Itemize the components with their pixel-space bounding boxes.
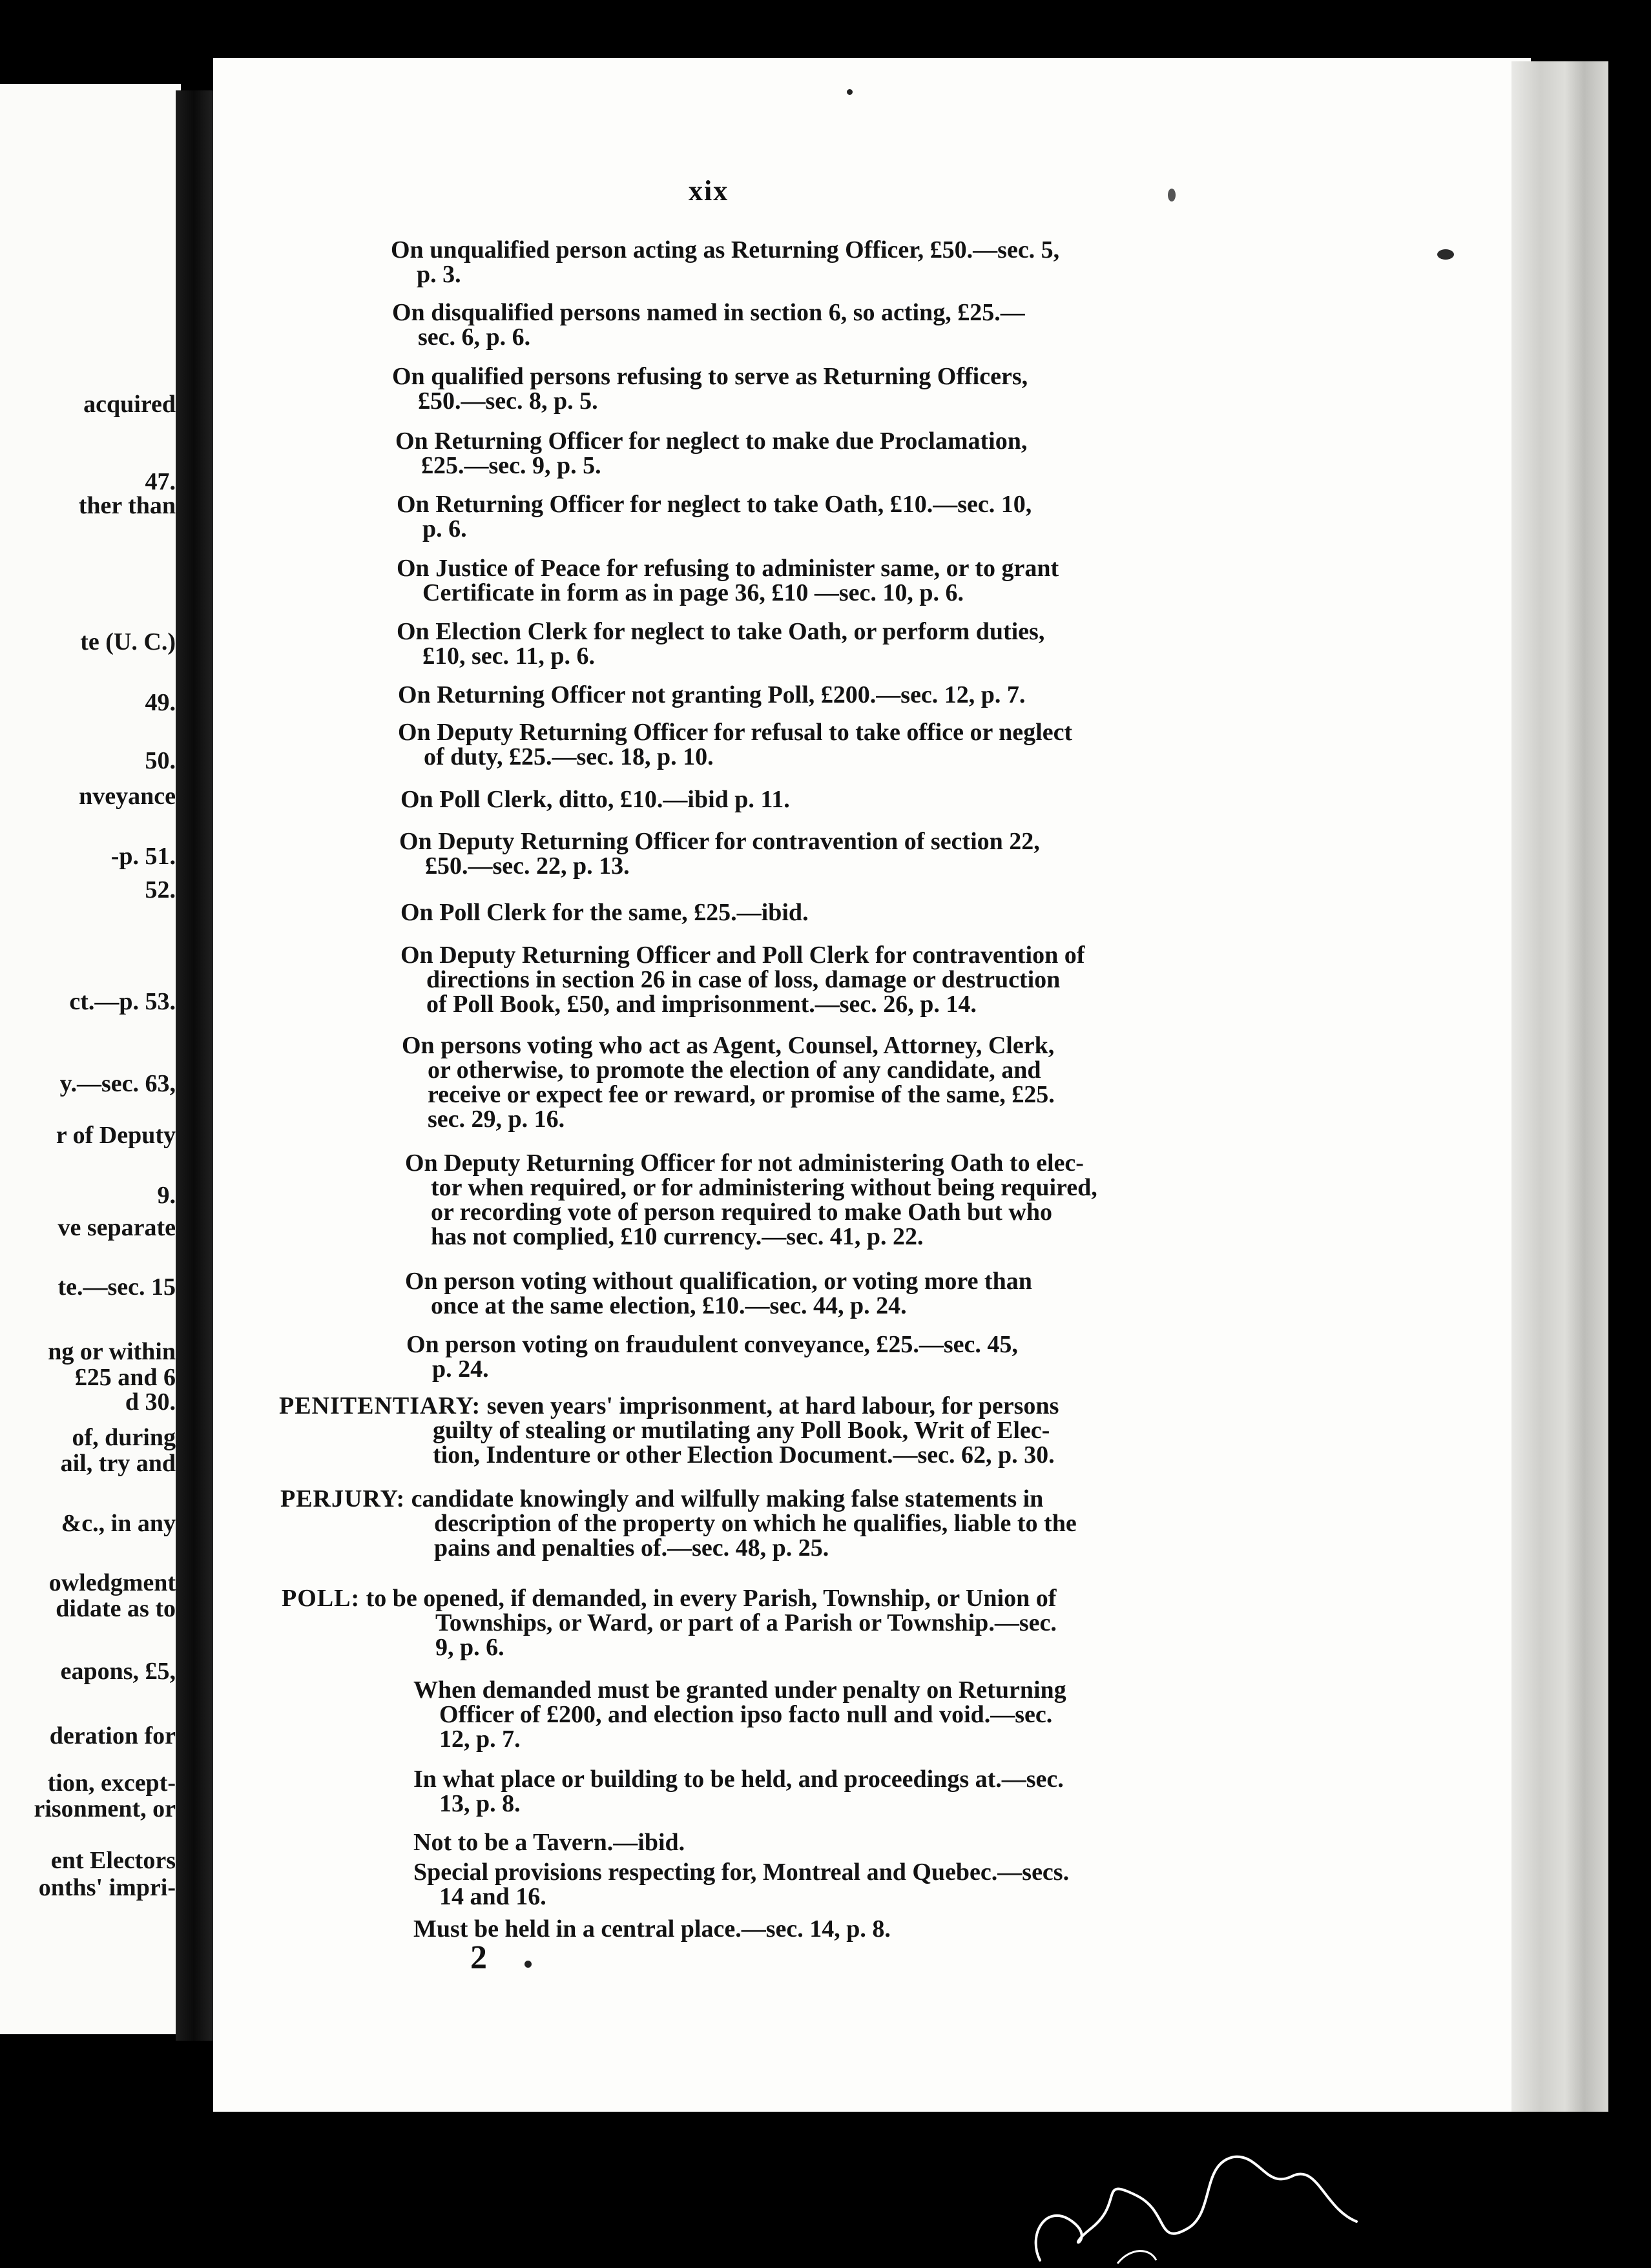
signature-mark: 2 [470,1939,487,1976]
left-line: y.—sec. 63, [59,1070,176,1097]
entry-line: 9, p. 6. [435,1634,504,1661]
penalty-entry [398,720,1072,769]
page-number: xix [689,175,729,207]
entry-line: 13, p. 8. [439,1790,521,1817]
penalty-entry [405,1151,1097,1249]
left-line: acquired [83,391,176,418]
entry-line: sec. 6, p. 6. [418,324,531,351]
penalty-entry [406,1332,1018,1381]
left-line: didate as to [56,1595,176,1622]
left-line: ail, try and [60,1450,176,1477]
entry-line: tion, Indenture or other Election Document.—sec. 62, p. 30. [433,1441,1055,1469]
left-line: -p. 51. [110,843,176,870]
entry-line: seven years' imprisonment, at hard labour, for persons [486,1392,1059,1419]
left-line: 9. [157,1182,176,1209]
entry-line: In what place or building to be held, and proceedings at.—sec. [413,1766,1064,1793]
left-line: owledgment [48,1569,176,1596]
entry-line: of duty, £25.—sec. 18, p. 10. [424,743,714,770]
penalty-entry [397,619,1044,668]
penalty-entry [399,829,1040,878]
ink-speck [524,1961,532,1968]
entry-line: Townships, or Ward, or part of a Parish or Township.—sec. [435,1609,1057,1636]
entry-line: 14 and 16. [439,1883,546,1910]
entry-line: p. 3. [417,261,461,288]
left-line: 49. [145,689,176,716]
entry-line: On Poll Clerk for the same, £25.—ibid. [400,899,809,926]
entry-line: £50.—sec. 22, p. 13. [425,852,630,880]
left-line: ent Electors [50,1847,176,1874]
poll-entry [413,1830,685,1855]
penalty-entry [397,492,1032,541]
pencil-scribble [1021,2150,1382,2267]
index-heading-penitentiary [279,1394,1059,1467]
penalty-entry [397,556,1059,605]
left-facing-page [0,84,181,2034]
page-edges [1511,61,1608,2112]
entry-line: On Election Clerk for neglect to take Oath, or perform duties, [397,618,1045,645]
left-line: ct.—p. 53. [69,988,176,1015]
entry-line: guilty of stealing or mutilating any Poll Book, Writ of Elec- [433,1417,1050,1444]
entry-line: sec. 29, p. 16. [428,1106,565,1133]
penalty-entry [395,429,1027,478]
heading-word: PENITENTIARY: [279,1392,481,1419]
heading-word: POLL: [282,1585,360,1612]
left-line: &c., in any [61,1510,176,1537]
penalty-entry [400,943,1085,1016]
penalty-entry [392,364,1028,413]
left-line: deration for [49,1722,176,1749]
entry-line: On Deputy Returning Officer for not administering Oath to elec- [405,1149,1084,1177]
index-heading-poll [282,1586,1057,1660]
entry-line: of Poll Book, £50, and imprisonment.—sec. 26, p. 14. [426,991,977,1018]
heading-word: PERJURY: [280,1485,406,1512]
entry-line: Officer of £200, and election ipso facto null and void.—sec. [439,1701,1053,1728]
entry-line: On person voting without qualification, or voting more than [405,1268,1032,1295]
entry-line: Certificate in form as in page 36, £10 —sec. 10, p. 6. [422,579,964,606]
entry-line: On disqualified persons named in section 6, so acting, £25.— [392,299,1025,326]
entry-line: p. 6. [422,515,467,542]
left-line: onths' impri- [38,1874,176,1901]
entry-line: or recording vote of person required to make Oath but who [431,1199,1052,1226]
penalty-entry [405,1269,1032,1318]
entry-line: £25.—sec. 9, p. 5. [421,452,601,479]
entry-line: to be opened, if demanded, in every Parish, Township, or Union of [366,1585,1057,1612]
entry-line: p. 24. [432,1356,489,1383]
left-line: eapons, £5, [60,1658,176,1685]
entry-line: candidate knowingly and wilfully making false statements in [411,1485,1044,1512]
penalty-entry [391,238,1059,287]
left-line: ther than [78,492,176,519]
entry-line: On Deputy Returning Officer for refusal to take office or neglect [398,719,1073,746]
entry-line: Not to be a Tavern.—ibid. [413,1829,685,1856]
entry-line: £50.—sec. 8, p. 5. [418,387,598,415]
entry-line: once at the same election, £10.—sec. 44, p. 24. [431,1292,907,1319]
entry-line: On Deputy Returning Officer for contravention of section 22, [399,828,1040,855]
entry-line: On unqualified person acting as Returning Officer, £50.—sec. 5, [391,236,1060,263]
entry-line: or otherwise, to promote the election of any candidate, and [428,1057,1041,1084]
penalty-entry [402,1033,1055,1131]
penalty-entry [400,787,790,812]
entry-line: Must be held in a central place.—sec. 14, p. 8. [413,1915,891,1943]
left-line: ng or within [48,1338,176,1365]
ink-speck [1168,189,1176,201]
entry-line: receive or expect fee or reward, or promise of the same, £25. [428,1081,1055,1108]
entry-line: tor when required, or for administering without being required, [431,1174,1097,1201]
entry-line: On persons voting who act as Agent, Counsel, Attorney, Clerk, [402,1032,1055,1059]
entry-line: When demanded must be granted under penalty on Returning [413,1676,1066,1704]
index-heading-perjury [280,1487,1077,1560]
left-line: 50. [145,747,176,774]
left-line: 52. [145,876,176,903]
poll-entry [413,1917,891,1941]
entry-line: On Deputy Returning Officer and Poll Clerk for contravention of [400,942,1085,969]
left-line: nveyance [79,783,176,810]
penalty-entry [398,683,1025,707]
left-line: £25 and 6 [74,1364,176,1391]
entry-line: 12, p. 7. [439,1726,521,1753]
left-line: tion, except- [47,1769,176,1797]
left-line: te (U. C.) [80,628,176,655]
entry-line: On qualified persons refusing to serve as Returning Officers, [392,363,1028,390]
left-line: d 30. [125,1388,176,1416]
left-line: te.—sec. 15 [57,1273,176,1301]
penalty-entry [392,300,1025,349]
entry-line: On Returning Officer for neglect to take Oath, £10.—sec. 10, [397,491,1032,518]
ink-speck [1437,249,1454,260]
entry-line: On Poll Clerk, ditto, £10.—ibid p. 11. [400,786,790,813]
entry-line: On Returning Officer for neglect to make due Proclamation, [395,428,1028,455]
entry-line: Special provisions respecting for, Montreal and Quebec.—secs. [413,1859,1070,1886]
entry-line: directions in section 26 in case of loss, damage or destruction [426,966,1061,993]
poll-entry [413,1678,1066,1751]
entry-line: On Justice of Peace for refusing to administer same, or to grant [397,555,1059,582]
left-line: of, during [72,1424,176,1451]
entry-line: On person voting on fraudulent conveyance, £25.—sec. 45, [406,1331,1018,1358]
entry-line: pains and penalties of.—sec. 48, p. 25. [434,1534,829,1562]
ink-speck [847,89,853,95]
penalty-entry [400,900,809,925]
left-line: risonment, or [34,1795,176,1822]
poll-entry [413,1860,1069,1909]
left-line: 47. [145,468,176,495]
entry-line: £10, sec. 11, p. 6. [422,643,596,670]
left-line: r of Deputy [56,1122,176,1149]
entry-line: description of the property on which he qualifies, liable to the [434,1510,1077,1537]
entry-line: On Returning Officer not granting Poll, £200.—sec. 12, p. 7. [398,681,1026,708]
poll-entry [413,1767,1064,1816]
entry-line: has not complied, £10 currency.—sec. 41, p. 22. [431,1223,924,1250]
left-line: ve separate [57,1214,176,1241]
